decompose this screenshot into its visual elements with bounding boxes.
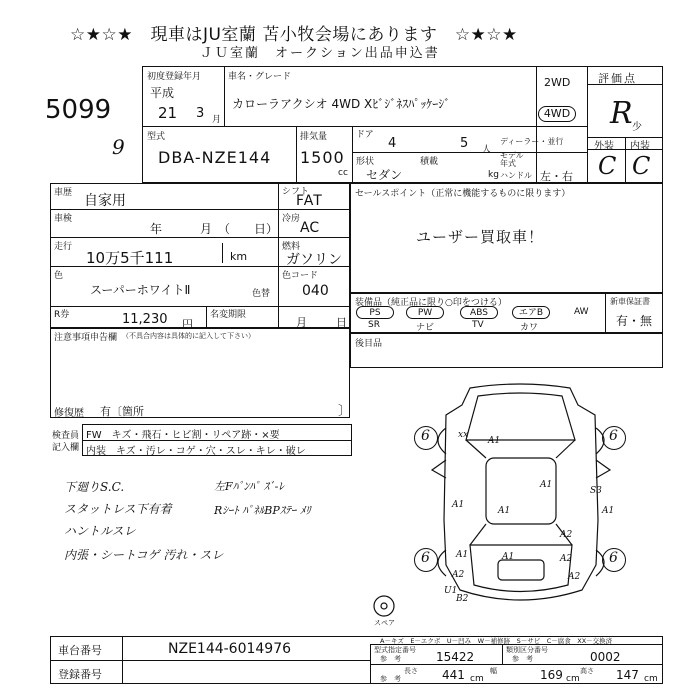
- height-label: 高さ: [580, 667, 594, 675]
- repair-bracket-close: 〕: [338, 404, 352, 419]
- type-designation-label: 型式指定番号: [374, 646, 416, 654]
- length-unit: cm: [470, 674, 484, 684]
- registration-month: 3: [196, 106, 205, 121]
- model-value: DBA-NZE144: [158, 148, 272, 167]
- width-unit: cm: [566, 674, 580, 684]
- capacity-unit: 人: [482, 145, 492, 155]
- category-ref: 参 考: [512, 655, 533, 663]
- equip-tv: TV: [472, 320, 484, 330]
- inspector-row-exterior: FW キズ・飛石・ヒビ割・リペア跡・×要: [86, 430, 280, 441]
- registration-label: 初度登録年月: [147, 72, 202, 82]
- displacement-label: 排気量: [300, 132, 328, 142]
- tire-mark-rr: 6: [609, 550, 618, 566]
- interior-grade: C: [632, 152, 651, 180]
- type-designation-ref: 参 考: [380, 655, 401, 663]
- doors-value: 4: [388, 136, 397, 151]
- name-change-label: 名変期限: [210, 310, 247, 320]
- load-label: 積載: [420, 157, 439, 167]
- length-value: 441: [442, 668, 465, 682]
- name-change-day: 日: [336, 316, 347, 329]
- rear-items-label: 後目品: [355, 339, 383, 349]
- recycle-label: R券: [54, 310, 70, 320]
- repair-label: 修復歴: [54, 408, 84, 419]
- inspection-day: （ 日）: [218, 222, 279, 236]
- color-code-label: 色コード: [282, 271, 319, 281]
- evaluation-score: R: [610, 96, 633, 131]
- equip-navi: ナビ: [416, 323, 435, 333]
- inspection-month: 月: [200, 222, 213, 236]
- chassis-label: 車台番号: [58, 644, 102, 657]
- recycle-unit: 円: [182, 318, 193, 331]
- type-designation-value: 15422: [436, 650, 475, 664]
- damage-mark-a1-right2: A1: [602, 506, 615, 516]
- drive-2wd: 2WD: [544, 76, 571, 89]
- tire-mark-fr: 6: [609, 428, 618, 444]
- handnote-left-4: 内張・シートコゲ 汚れ・スレ: [64, 548, 224, 562]
- ac-value: AC: [300, 220, 320, 236]
- name-change-month: 月: [296, 316, 307, 329]
- damage-mark-a2-trunk: A2: [560, 554, 573, 564]
- damage-mark-a1-hood: A1: [488, 436, 501, 446]
- height-value: 147: [616, 668, 639, 682]
- handle-value: 左・右: [540, 170, 573, 183]
- spare-label: スペア: [374, 619, 395, 627]
- tire-mark-rl: 6: [421, 550, 430, 566]
- lot-mark: 9: [112, 135, 125, 159]
- drive-4wd-circled: 4WD: [538, 106, 576, 122]
- color-change-label: 色替: [252, 289, 271, 299]
- width-value: 169: [540, 668, 563, 682]
- usage-label: 車歴: [54, 188, 73, 198]
- damage-mark-b2: B2: [456, 594, 469, 604]
- evaluation-mark: 少: [632, 122, 642, 133]
- recycle-value: 11,230: [122, 312, 168, 327]
- registration-month-unit: 月: [212, 115, 222, 125]
- handnote-left-2: スタットレス下有着: [64, 502, 172, 516]
- doors-label: ドア: [356, 130, 374, 140]
- interior-label: 内装: [630, 141, 650, 152]
- damage-mark-a1-rpanel: A1: [502, 552, 515, 562]
- category-label: 類別区分番号: [506, 646, 548, 654]
- model-label: 型式: [147, 132, 166, 142]
- equip-leather: カワ: [520, 323, 539, 333]
- repair-value: 有〔箇所: [100, 405, 144, 418]
- color-code-value: 040: [302, 283, 329, 299]
- handnote-right-1: 左Fﾊﾟﾝﾊﾟ ｽﾞ-ﾚ: [214, 480, 284, 493]
- color-value: スーパーホワイトⅡ: [90, 283, 191, 297]
- equip-airbag: エアB: [512, 306, 550, 319]
- exterior-label: 外装: [594, 141, 614, 152]
- fuel-label: 燃料: [282, 242, 301, 252]
- damage-mark-a1-rear: A1: [456, 550, 469, 560]
- equip-pw: PW: [406, 306, 444, 319]
- shift-value: FAT: [296, 193, 323, 209]
- damage-mark-a2-right: A2: [568, 572, 581, 582]
- equipment-label: 装備品（純正品に限り○印をつける）: [355, 298, 507, 308]
- displacement-unit: cc: [338, 168, 348, 178]
- plate-label: 登録番号: [58, 668, 102, 681]
- load-unit: kg: [488, 170, 499, 180]
- shift-label: シフト: [282, 187, 310, 197]
- new-warranty-value: 有・無: [616, 314, 653, 328]
- damage-mark-a2-right2: A2: [560, 530, 573, 540]
- dimensions-ref: 参 考: [380, 675, 401, 683]
- notes-label: 注意事項申告欄: [54, 333, 118, 343]
- registration-era: 平成: [150, 86, 175, 100]
- dealer-label: ディーラー・並行: [500, 137, 564, 146]
- car-name-label: 車名・グレード: [228, 72, 292, 82]
- exterior-grade: C: [598, 152, 617, 180]
- displacement-value: 1500: [300, 148, 345, 167]
- usage-value: 自家用: [84, 193, 126, 209]
- length-label: 長さ: [404, 667, 418, 675]
- shape-value: セダン: [366, 168, 403, 182]
- handnote-left-3: ハントルスレ: [64, 524, 136, 538]
- new-warranty-label: 新車保証書: [610, 297, 650, 306]
- equip-ps: PS: [356, 306, 394, 319]
- height-unit: cm: [644, 674, 658, 684]
- damage-mark-u1: U1: [444, 586, 458, 596]
- damage-legend: A－キズ E－エクボ U－凹み W－補修跡 S－サビ C－腐食 XX－交換済: [380, 637, 613, 645]
- chassis-value: NZE144-6014976: [168, 641, 292, 657]
- lot-number: 5099: [45, 95, 112, 125]
- color-label: 色: [54, 271, 64, 281]
- inspector-row-interior: 内装 キズ・汚レ・コゲ・穴・スレ・キレ・破レ: [86, 446, 306, 457]
- sales-point-value: ユーザー買取車！: [416, 228, 545, 246]
- tire-mark-fl: 6: [421, 428, 430, 444]
- sales-point-label: セールスポイント（正常に機能するものに限ります）: [355, 189, 571, 199]
- handnote-right-2: Rｼｰﾄ ﾊﾟﾈﾙBPｽﾃｰ ﾒﾘ: [214, 504, 311, 517]
- mileage-label: 走行: [54, 242, 73, 252]
- mileage-unit: km: [230, 250, 248, 263]
- inspection-year: 年: [150, 222, 163, 236]
- notes-sub: （不具合内容は具体的に記入して下さい）: [122, 332, 255, 340]
- evaluation-label: 評価点: [598, 72, 637, 85]
- damage-mark-a2-rear: A2: [452, 570, 465, 580]
- form-title: ＪＵ室蘭 オークション出品申込書: [200, 46, 440, 61]
- damage-mark-a1-right: A1: [540, 480, 553, 490]
- damage-mark-s3: S3: [590, 486, 602, 496]
- equip-abs: ABS: [460, 306, 498, 319]
- equip-sr: SR: [368, 320, 380, 330]
- registration-year: 21: [158, 104, 178, 122]
- damage-mark-a1-mid: A1: [498, 506, 511, 516]
- shape-label: 形状: [356, 157, 375, 167]
- handnote-left-1: 下廻りS.C.: [64, 480, 125, 494]
- fuel-value: ガソリン: [286, 252, 342, 268]
- mileage-value: 10万5千111: [86, 249, 174, 267]
- equip-aw: AW: [574, 307, 589, 317]
- model-year-label: モデル 年式: [500, 151, 524, 168]
- inspector-label-1: 検査員: [52, 431, 80, 441]
- category-value: 0002: [590, 650, 621, 664]
- damage-mark-a1-door: A1: [452, 500, 465, 510]
- capacity-value: 5: [460, 136, 469, 151]
- header-banner: ☆★☆★ 現車はJU室蘭 苫小牧会場にあります ☆★☆★: [70, 25, 518, 45]
- car-name-value: カローラアクシオ 4WD Xﾋﾞｼﾞﾈｽﾊﾟｯｹｰｼﾞ: [232, 97, 451, 111]
- damage-mark-xx: xx: [458, 430, 469, 440]
- inspector-label-2: 記入欄: [52, 443, 80, 453]
- inspection-label: 車検: [54, 214, 73, 224]
- width-label: 幅: [490, 667, 497, 675]
- handle-label: ハンドル: [500, 171, 532, 180]
- ac-label: 冷房: [282, 214, 301, 224]
